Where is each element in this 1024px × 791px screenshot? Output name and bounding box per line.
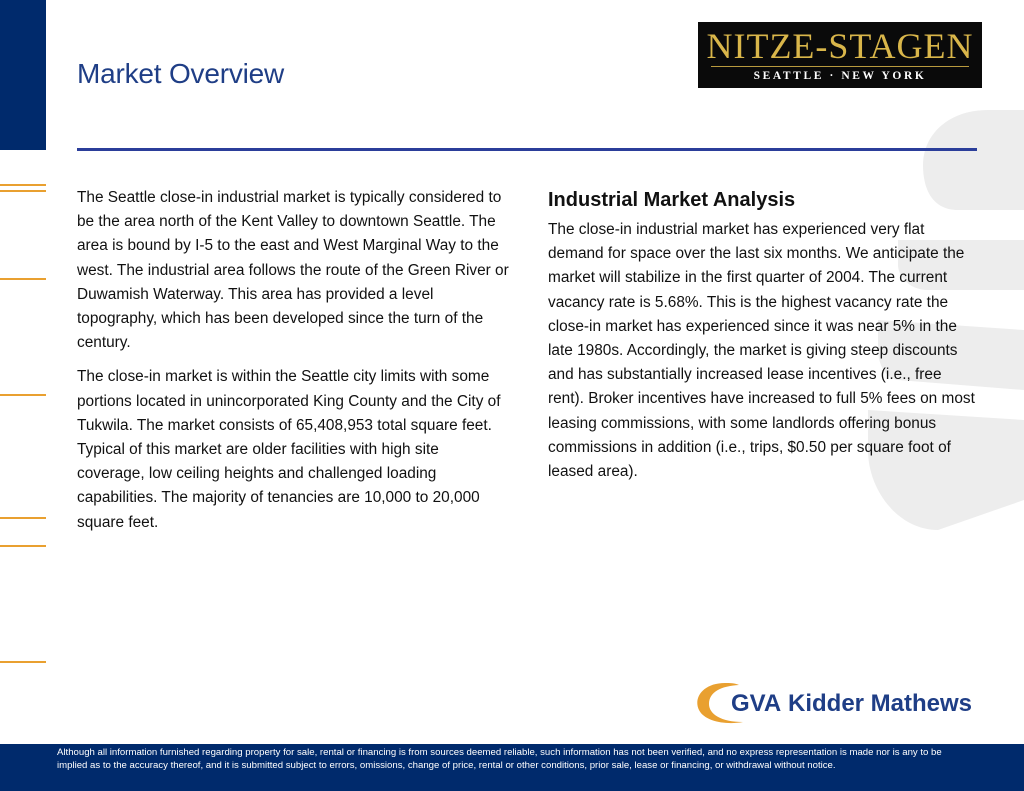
left-orange-rule: [0, 278, 46, 280]
left-orange-rule: [0, 517, 46, 519]
logo-kidder-mathews-text: Kidder Mathews: [788, 690, 973, 717]
left-orange-rule: [0, 394, 46, 396]
left-orange-rule: [0, 545, 46, 547]
left-orange-rule: [0, 184, 46, 186]
nitze-stagen-logo: [698, 22, 982, 88]
footer-bar: [0, 744, 1024, 791]
page-title: Market Overview: [77, 58, 285, 89]
logo-gva-text: GVA: [731, 690, 782, 717]
market-analysis-column: [548, 186, 980, 494]
left-orange-rule: [0, 661, 46, 663]
body-paragraph: The close-in industrial market has experienced very flat demand for space over the last six months. We anticipate the market will stabilize in the first quarter of 2004. The current vacancy rate is 5.68%. This is the highest vacancy rate the close-in market has experienced since it was near 5% in the late 1980s. Accordingly, the market is giving steep discounts and has substantially increased lease incentives (i.e., free rent). Broker incentives have increased to full 5% fees on most leasing commissions, with some landlords offering bonus commissions in addition (i.e., trips, $0.50 per square foot of leased area).: [548, 221, 975, 481]
logo-wordmark: NITZE-STAGEN: [706, 26, 974, 66]
left-accent-bar: [0, 0, 46, 150]
title-divider: [77, 148, 977, 151]
left-orange-rule: [0, 190, 46, 192]
body-paragraph: The close-in market is within the Seattle city limits with some portions located in unincorporated King County and the City of Tukwila. The market consists of 65,408,953 total square feet. Typical of this market are older facilities with high site coverage, low ceiling heights and challenged loading capabilities. The majority of tenancies are 10,000 to 20,000 square feet.: [77, 368, 501, 531]
footer-disclaimer: Although all information furnished regarding property for sale, rental or financing is from sources deemed reliable, such information has not been verified, and no express representation is made nor is any to be implied as to the accuracy thereof, and it is submitted subject to errors, omissions, change of price, rental or other conditions, prior sale, lease or financing, or withdrawal without notice.: [57, 747, 942, 771]
logo-cities: SEATTLE · NEW YORK: [753, 70, 927, 82]
section-heading: Industrial Market Analysis: [548, 189, 796, 211]
body-paragraph: The Seattle close-in industrial market is typically considered to be the area north of the Kent Valley to downtown Seattle. The area is bound by I-5 to the east and West Marginal Way to the west. The industrial area follows the route of the Green River or Duwamish Waterway. This area has provided a level topography, which has been developed since the turn of the century.: [77, 189, 509, 352]
gva-kidder-mathews-logo: [695, 680, 980, 726]
market-description-column: [77, 186, 509, 545]
